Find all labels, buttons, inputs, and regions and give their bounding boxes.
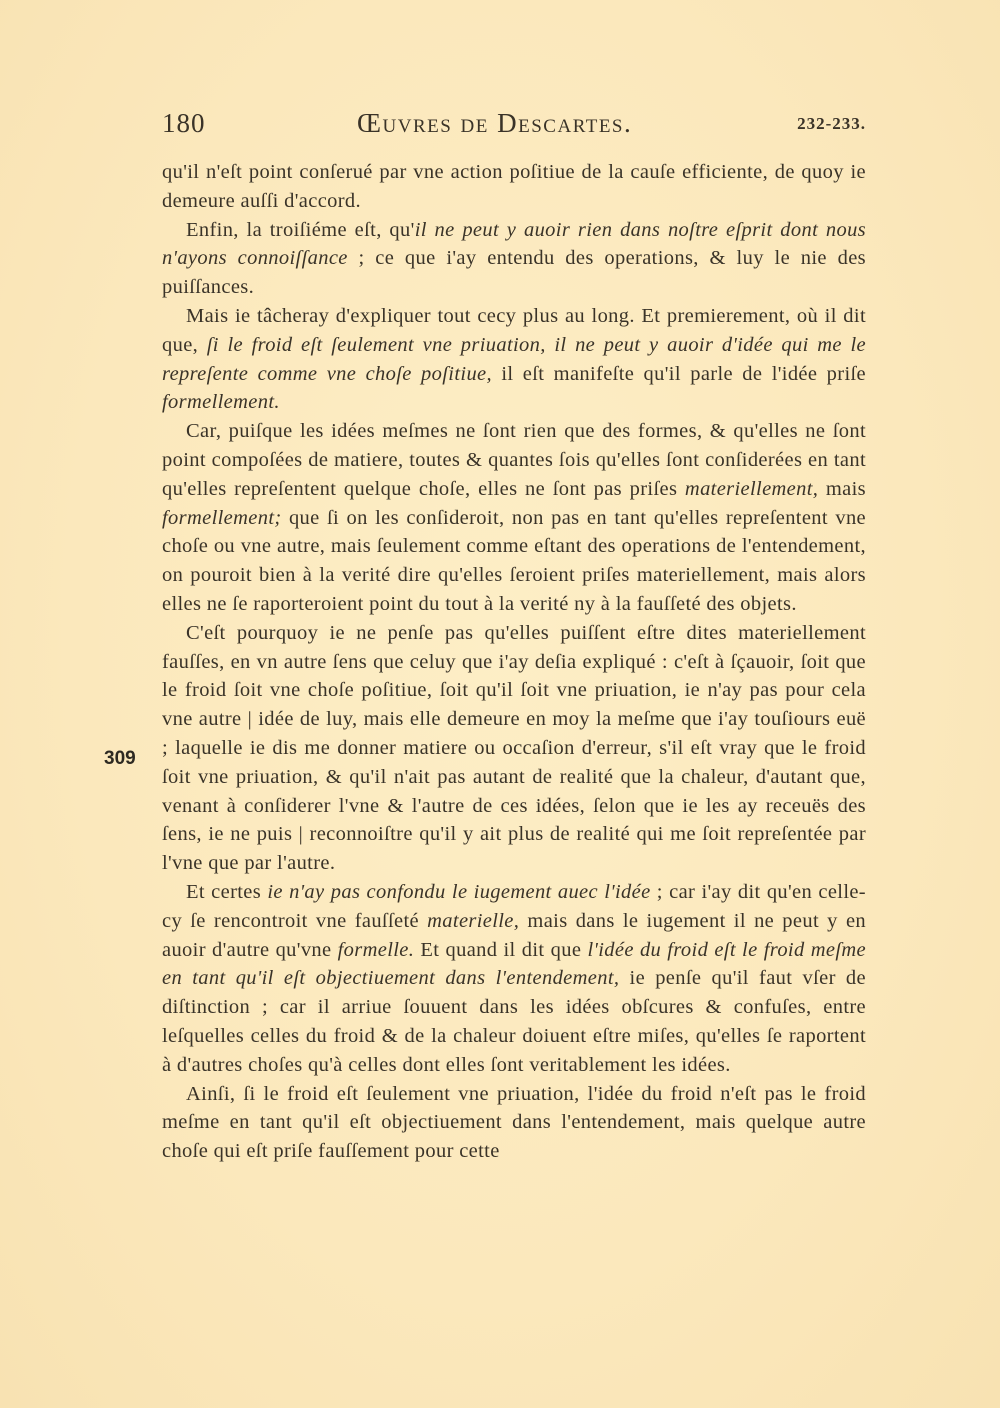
italic-text: il ne peut y auoir rien dans noſtre eſprit dont nous n'ayons connoiſſance [162, 218, 866, 270]
paragraph [162, 619, 866, 878]
italic-text: formellement; [162, 506, 282, 529]
paragraph [162, 216, 866, 302]
text-run: Et certes [186, 880, 268, 903]
text-run: il eſt manifeſte qu'il parle de l'idée priſe [491, 362, 866, 385]
book-title: Œuvres de Descartes. [357, 108, 633, 138]
margin-page-number: 309 [104, 748, 136, 769]
text-run: que ſi on les conſideroit, non pas en tant qu'elles repreſentent vne choſe ou vne autre, mais ſeulement comme eſtant des operations de l'entendement, on pouroit bien à la verité dire qu'elles ſeroient priſes materiellement, mais alors elles ne ſe raporteroient point du tout à la verité ny à la fauſſeté des objets. [162, 506, 866, 615]
text-run: Mais ie tâcheray d'expliquer tout cecy plus au long. Et premierement, où il dit que, [162, 304, 866, 356]
italic-text: ie n'ay pas confondu le iugement auec l'idée [267, 880, 651, 903]
italic-text: formellement. [162, 391, 280, 414]
original-page-range: 232-233. [797, 114, 866, 133]
text-run: ; ce que i'ay entendu des operations, & luy le nie des puiſſances. [162, 247, 866, 299]
page-number: 180 [162, 108, 206, 138]
text-run: Car, puiſque les idées meſmes ne ſont rien que des formes, & qu'elles ne ſont point compoſées de matiere, toutes & quantes ſois qu'elles ſont conſiderées en tant qu'elles repreſentent quelque choſe, elles ne ſont pas priſes [162, 420, 866, 500]
italic-text: formelle. [337, 938, 415, 961]
italic-text: materielle, [427, 909, 520, 932]
body-text [162, 158, 866, 1166]
paragraph [162, 158, 866, 216]
text-run: C'eſt pourquoy ie ne penſe pas qu'elles puiſſent eſtre dites materiellement fauſſes, en vn autre ſens que celuy que i'ay deſia expliqué : c'eſt à ſçauoir, ſoit que le froid ſoit vne choſe poſitiue, ſoit qu'il ſoit vne priuation, ie n'ay pas pour cela vne autre | idée de luy, mais elle demeure en moy la meſme que i'ay touſiours euë ; laquelle ie dis me donner matiere ou occaſion d'erreur, s'il eſt vray que le froid ſoit vne priuation, & qu'il n'ait pas autant de realité que la chaleur, d'autant que, venant à conſiderer l'vne & l'autre de ces idées, ſelon que ie les ay receuës des ſens, ie ne puis | reconnoiſtre qu'il y ait plus de realité qui me ſoit repreſentée par l'vne que par l'autre. [162, 621, 866, 875]
text-run: Enfin, la troiſiéme eſt, qu' [186, 218, 415, 241]
italic-text: l'idée du froid eſt le froid meſme en tant qu'il eſt objectiuement dans l'entendement, [162, 938, 866, 990]
text-run: qu'il n'eſt point conſerué par vne action poſitiue de la cauſe efficiente, de quoy ie demeure auſſi d'accord. [162, 161, 866, 212]
text-run: Et quand il dit que [414, 938, 588, 961]
running-head [162, 108, 866, 144]
paragraph [162, 302, 866, 417]
paragraph [162, 1080, 866, 1166]
text-run: ie penſe qu'il faut vſer de diſtinction ; car il arriue ſouuent dans les idées obſcures & confuſes, entre leſquelles celles du froid & de la chaleur doiuent eſtre miſes, qu'elles ſe raportent à d'autres choſes qu'à celles dont elles ſont veritablement les idées. [162, 967, 866, 1076]
paragraph [162, 417, 866, 619]
italic-text: ſi le froid eſt ſeulement vne priuation, il ne peut y auoir d'idée qui me le repreſente comme vne choſe poſitiue, [162, 333, 866, 385]
paragraph [162, 878, 866, 1080]
text-run: ; car i'ay dit qu'en celle-cy ſe rencontroit vne fauſſeté [162, 880, 866, 932]
italic-text: materiellement, [684, 477, 819, 500]
text-run: Ainſi, ſi le froid eſt ſeulement vne priuation, l'idée du froid n'eſt pas le froid meſme en tant qu'il eſt objectiuement dans l'entendement, mais quelque autre choſe qui eſt priſe fauſſement pour cette [162, 1082, 866, 1163]
text-run: mais dans le iugement il ne peut y en auoir d'autre qu'vne [162, 909, 866, 961]
text-run: mais [818, 477, 867, 500]
